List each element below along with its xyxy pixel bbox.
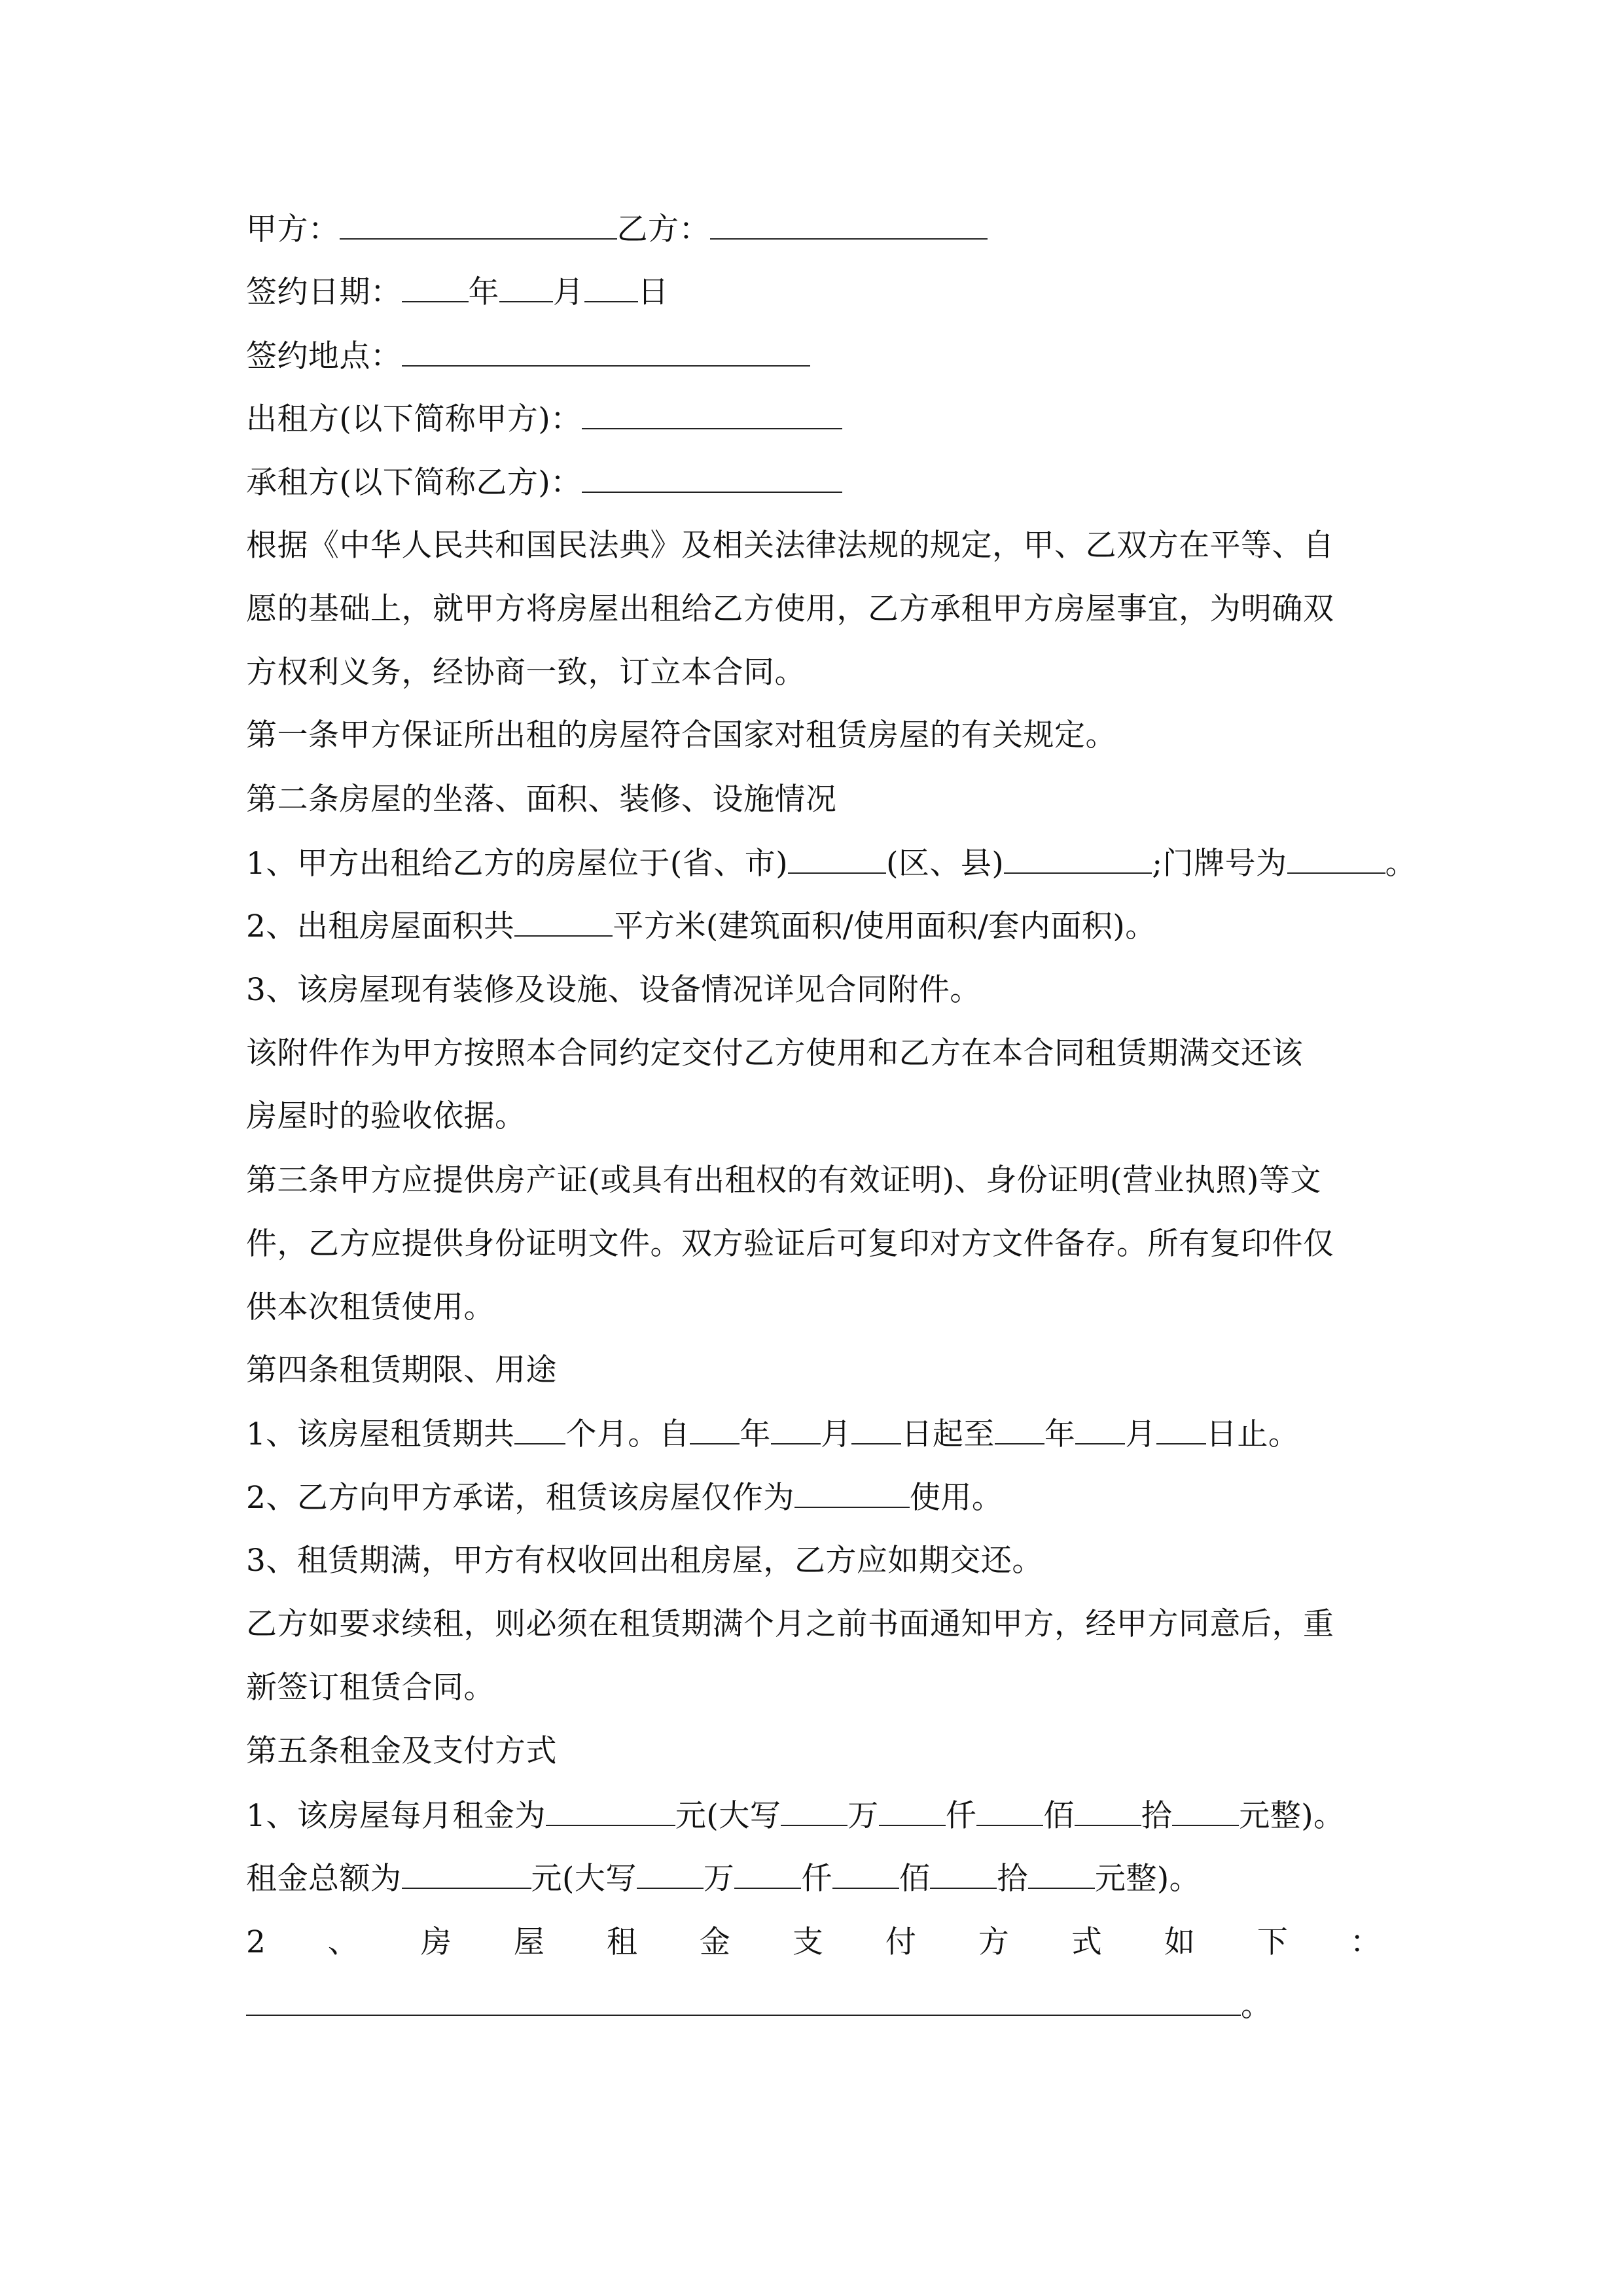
article-2-item-1 (246, 844, 1416, 884)
article-5-total (246, 1859, 1200, 1899)
total-wan-blank[interactable] (637, 1859, 704, 1889)
article-2-note-2: 房屋时的验收依据。 (246, 1098, 526, 1134)
total-yuan-blank[interactable] (1028, 1859, 1095, 1889)
start-year-blank[interactable] (690, 1414, 740, 1444)
party-b-blank[interactable] (710, 209, 988, 240)
preamble-line-2: 愿的基础上，就甲方将房屋出租给乙方使用，乙方承租甲方房屋事宜，为明确双 (246, 591, 1334, 627)
day-label: 日 (637, 274, 669, 310)
item-text: 。 (1241, 1988, 1272, 2024)
item-char: 如 (1164, 1924, 1195, 1960)
sign-month-blank[interactable] (499, 272, 553, 302)
area-blank[interactable] (514, 906, 613, 937)
article-2-item-2 (246, 906, 1156, 946)
sign-date-label: 签约日期： (246, 274, 402, 310)
lessee-line (246, 463, 842, 503)
item-text: 2、出租房屋面积共 (246, 908, 515, 944)
item-text: 元整)。 (1239, 1798, 1345, 1834)
article-4-renew-2: 新签订租赁合同。 (246, 1670, 495, 1706)
party-a-blank[interactable] (340, 209, 617, 240)
item-text: (区、县) (886, 846, 1005, 882)
end-day-blank[interactable] (1156, 1414, 1206, 1444)
item-text: 租金总额为 (246, 1861, 402, 1897)
lessor-line (246, 399, 842, 439)
article-5-item-1 (246, 1796, 1345, 1836)
article-1: 第一条甲方保证所出租的房屋符合国家对租赁房屋的有关规定。 (246, 717, 1116, 753)
item-text: 月 (820, 1416, 852, 1452)
start-month-blank[interactable] (771, 1414, 821, 1444)
item-text: 拾 (997, 1861, 1028, 1897)
item-char: 支 (792, 1924, 823, 1960)
article-4-title: 第四条租赁期限、用途 (246, 1352, 557, 1388)
item-text: 佰 (1043, 1798, 1075, 1834)
parties-line (246, 209, 988, 249)
item-char: 租 (606, 1924, 637, 1960)
sign-place-label: 签约地点： (246, 338, 402, 374)
item-text: 1、该房屋租赁期共 (246, 1416, 515, 1452)
monthly-rent-blank[interactable] (546, 1796, 675, 1826)
article-5-title: 第五条租金及支付方式 (246, 1733, 557, 1769)
months-blank[interactable] (514, 1414, 565, 1444)
item-text: 元整)。 (1094, 1861, 1201, 1897)
sign-year-blank[interactable] (402, 272, 469, 302)
rent-qian-blank[interactable] (879, 1796, 946, 1826)
article-4-item-2 (246, 1478, 1003, 1518)
item-text: 仟 (945, 1798, 977, 1834)
item-text: 月 (1125, 1416, 1156, 1452)
item-char: 2 (246, 1924, 266, 1960)
rent-yuan-blank[interactable] (1172, 1796, 1239, 1826)
item-text: 佰 (899, 1861, 931, 1897)
city-blank[interactable] (788, 844, 886, 874)
sign-day-blank[interactable] (584, 272, 638, 302)
article-4-renew-1: 乙方如要求续租，则必须在租赁期满个月之前书面通知甲方，经甲方同意后，重 (246, 1606, 1334, 1642)
payment-method-line (246, 1986, 1272, 2026)
article-3-line-3: 供本次租赁使用。 (246, 1289, 495, 1325)
item-char: 金 (699, 1924, 730, 1960)
item-char: 方 (978, 1924, 1009, 1960)
end-year-blank[interactable] (995, 1414, 1044, 1444)
article-4-item-3: 3、租赁期满，甲方有权收回出租房屋，乙方应如期交还。 (246, 1543, 1043, 1579)
item-char: 下 (1257, 1924, 1288, 1960)
party-a-label: 甲方： (246, 211, 340, 247)
item-char: 付 (885, 1924, 916, 1960)
item-text: 平方米(建筑面积/使用面积/套内面积)。 (613, 908, 1156, 944)
item-text: 1、该房屋每月租金为 (246, 1798, 546, 1834)
party-b-label: 乙方： (616, 211, 710, 247)
item-text: 使用。 (909, 1480, 1003, 1516)
district-blank[interactable] (1004, 844, 1152, 874)
total-rent-blank[interactable] (402, 1859, 531, 1889)
total-qian-blank[interactable] (734, 1859, 801, 1889)
door-number-blank[interactable] (1287, 844, 1385, 874)
item-char: ： (1349, 1924, 1381, 1960)
lessor-label: 出租方(以下简称甲方)： (246, 401, 582, 437)
item-text: 仟 (801, 1861, 832, 1897)
preamble-line-3: 方权利义务，经协商一致，订立本合同。 (246, 655, 806, 691)
item-text: 万 (847, 1798, 879, 1834)
start-day-blank[interactable] (851, 1414, 901, 1444)
item-text: 年 (1044, 1416, 1076, 1452)
item-char: 、 (327, 1924, 359, 1960)
lessor-blank[interactable] (582, 399, 842, 429)
item-text: 元(大写 (531, 1861, 637, 1897)
usage-blank[interactable] (794, 1478, 910, 1508)
article-2-title: 第二条房屋的坐落、面积、装修、设施情况 (246, 781, 837, 817)
item-text: 1、甲方出租给乙方的房屋位于(省、市) (246, 846, 789, 882)
article-2-item-3: 3、该房屋现有装修及设施、设备情况详见合同附件。 (246, 972, 981, 1008)
month-label: 月 (553, 274, 584, 310)
item-text: 。 (1385, 846, 1417, 882)
item-text: 日止。 (1205, 1416, 1300, 1452)
end-month-blank[interactable] (1075, 1414, 1125, 1444)
article-3-line-2: 件，乙方应提供身份证明文件。双方验证后可复印对方文件备存。所有复印件仅 (246, 1226, 1334, 1262)
item-text: 年 (740, 1416, 771, 1452)
payment-method-blank[interactable] (246, 1986, 1241, 2016)
rent-bai-blank[interactable] (976, 1796, 1043, 1826)
article-5-item-2 (246, 1923, 1381, 1962)
sign-place-blank[interactable] (402, 336, 810, 367)
item-text: 元(大写 (675, 1798, 781, 1834)
item-char: 式 (1071, 1924, 1102, 1960)
item-text: 2、乙方向甲方承诺，租赁该房屋仅作为 (246, 1480, 794, 1516)
item-char: 屋 (513, 1924, 544, 1960)
item-text: 拾 (1141, 1798, 1173, 1834)
rent-wan-blank[interactable] (781, 1796, 847, 1826)
total-shi-blank[interactable] (930, 1859, 997, 1889)
item-char: 房 (420, 1924, 452, 1960)
article-2-note-1: 该附件作为甲方按照本合同约定交付乙方使用和乙方在本合同租赁期满交还该 (246, 1035, 1303, 1071)
item-text: 万 (703, 1861, 735, 1897)
sign-place-line (246, 336, 810, 376)
lessee-blank[interactable] (582, 463, 842, 493)
sign-date-line (246, 272, 669, 312)
item-text: ;门牌号为 (1152, 846, 1287, 882)
article-4-item-1 (246, 1414, 1299, 1454)
total-bai-blank[interactable] (832, 1859, 899, 1889)
lessee-label: 承租方(以下简称乙方)： (246, 465, 582, 501)
article-3-line-1: 第三条甲方应提供房产证(或具有出租权的有效证明)、身份证明(营业执照)等文 (246, 1162, 1321, 1198)
item-text: 个月。自 (565, 1416, 690, 1452)
year-label: 年 (468, 274, 499, 310)
preamble-line-1: 根据《中华人民共和国民法典》及相关法律法规的规定，甲、乙双方在平等、自 (246, 528, 1334, 564)
item-text: 日起至 (901, 1416, 995, 1452)
rent-shi-blank[interactable] (1075, 1796, 1141, 1826)
